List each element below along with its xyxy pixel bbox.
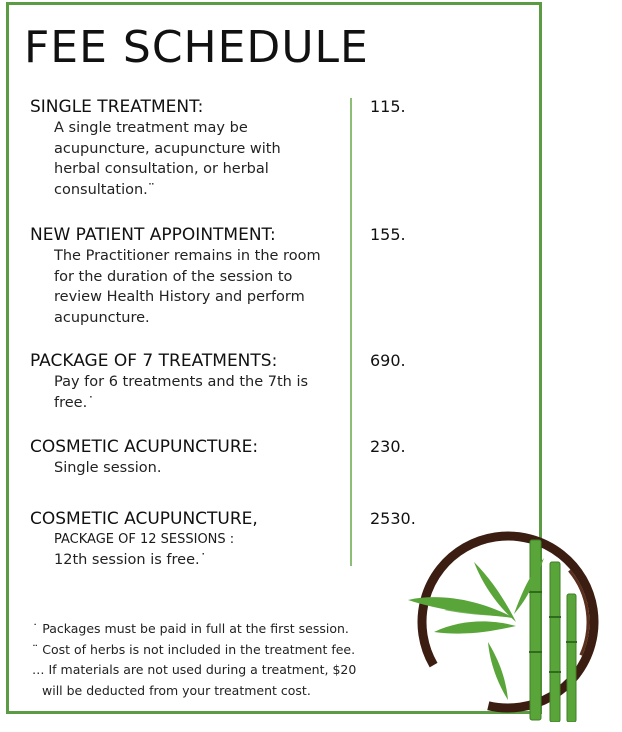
service-description: Pay for 6 treatments and the 7th is free.˙ <box>54 374 309 411</box>
service-name: NEW PATIENT APPOINTMENT: <box>30 225 276 245</box>
service-cosmetic-package <box>30 508 350 571</box>
service-package-7 <box>30 350 350 413</box>
service-price: 690. <box>370 351 406 370</box>
service-price: 155. <box>370 225 406 244</box>
column-divider <box>350 98 352 566</box>
footnote <box>32 660 402 701</box>
bamboo-circle-icon <box>404 522 614 722</box>
footnote-text: ¨ Cost of herbs is not included in the treatment fee. <box>32 641 356 657</box>
service-subtitle: PACKAGE OF 12 SESSIONS : <box>54 532 235 547</box>
ring-stroke <box>404 522 614 722</box>
leaf <box>434 621 516 633</box>
footnote <box>32 640 402 661</box>
service-cosmetic-single <box>30 436 350 479</box>
footnote <box>32 619 402 640</box>
service-name: COSMETIC ACUPUNCTURE: <box>30 437 259 457</box>
stalk-2 <box>550 562 560 722</box>
leaf <box>488 642 508 700</box>
service-price: 115. <box>370 97 406 116</box>
footnote-text: … If materials are not used during a treatment, $20 <box>32 662 357 677</box>
footnote-text: ˙ Packages must be paid in full at the first session. <box>32 621 349 636</box>
service-description: A single treatment may be acupuncture, acupuncture with herbal consultation, or herbal consultation.¨ <box>54 120 281 198</box>
service-name: COSMETIC ACUPUNCTURE, <box>30 509 258 529</box>
footnotes <box>32 619 402 701</box>
service-description: Single session. <box>54 460 162 476</box>
service-single-treatment <box>30 96 350 200</box>
service-name: PACKAGE OF 7 TREATMENTS: <box>30 351 278 371</box>
footnote-continuation: will be deducted from your treatment cost. <box>42 682 311 698</box>
stalk-3 <box>567 594 576 722</box>
service-price: 230. <box>370 437 406 456</box>
service-description: The Practitioner remains in the room for the duration of the session to review Health History and perform acupuncture. <box>54 248 321 326</box>
service-name: SINGLE TREATMENT: <box>30 97 204 117</box>
service-new-patient <box>30 224 350 328</box>
service-price: 2530. <box>370 509 416 528</box>
service-description: 12th session is free.˙ <box>54 552 207 568</box>
page-title: FEE SCHEDULE <box>24 22 369 73</box>
ring-inner-stroke <box>404 522 614 722</box>
